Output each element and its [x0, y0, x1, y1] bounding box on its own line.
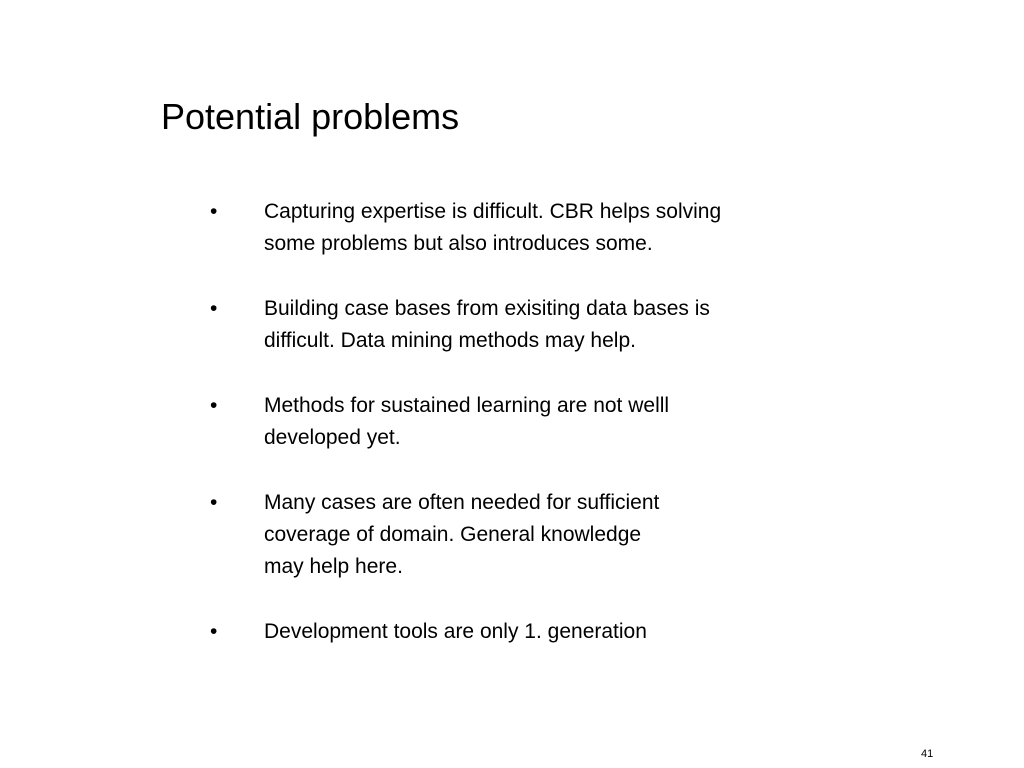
bullet-item: [208, 487, 848, 583]
bullet-marker: •: [210, 491, 218, 514]
bullet-marker: •: [210, 620, 218, 643]
bullet-line: Building case bases from exisiting data bases is: [264, 297, 710, 320]
bullet-line: Many cases are often needed for sufficient: [264, 491, 660, 514]
bullet-line: Development tools are only 1. generation: [264, 620, 647, 643]
bullet-item: [208, 196, 848, 260]
bullet-item: [208, 616, 848, 648]
bullet-text: [264, 293, 848, 357]
bullet-line: Capturing expertise is difficult. CBR helps solving: [264, 200, 722, 223]
bullet-marker: •: [210, 297, 218, 320]
bullet-item: [208, 390, 848, 454]
bullet-item: [208, 293, 848, 357]
bullet-text: [264, 196, 848, 260]
slide-title: Potential problems: [161, 96, 460, 137]
bullet-list: [208, 196, 848, 681]
bullet-line: difficult. Data mining methods may help.: [264, 329, 636, 352]
bullet-line: may help here.: [264, 555, 403, 578]
page-number: 41: [921, 748, 934, 760]
bullet-text: [264, 616, 848, 648]
bullet-marker: •: [210, 394, 218, 417]
bullet-line: coverage of domain. General knowledge: [264, 523, 642, 546]
bullet-text: [264, 487, 848, 583]
bullet-line: Methods for sustained learning are not welll: [264, 394, 670, 417]
bullet-marker: •: [210, 200, 218, 223]
bullet-line: developed yet.: [264, 426, 401, 449]
bullet-line: some problems but also introduces some.: [264, 232, 653, 255]
bullet-text: [264, 390, 848, 454]
